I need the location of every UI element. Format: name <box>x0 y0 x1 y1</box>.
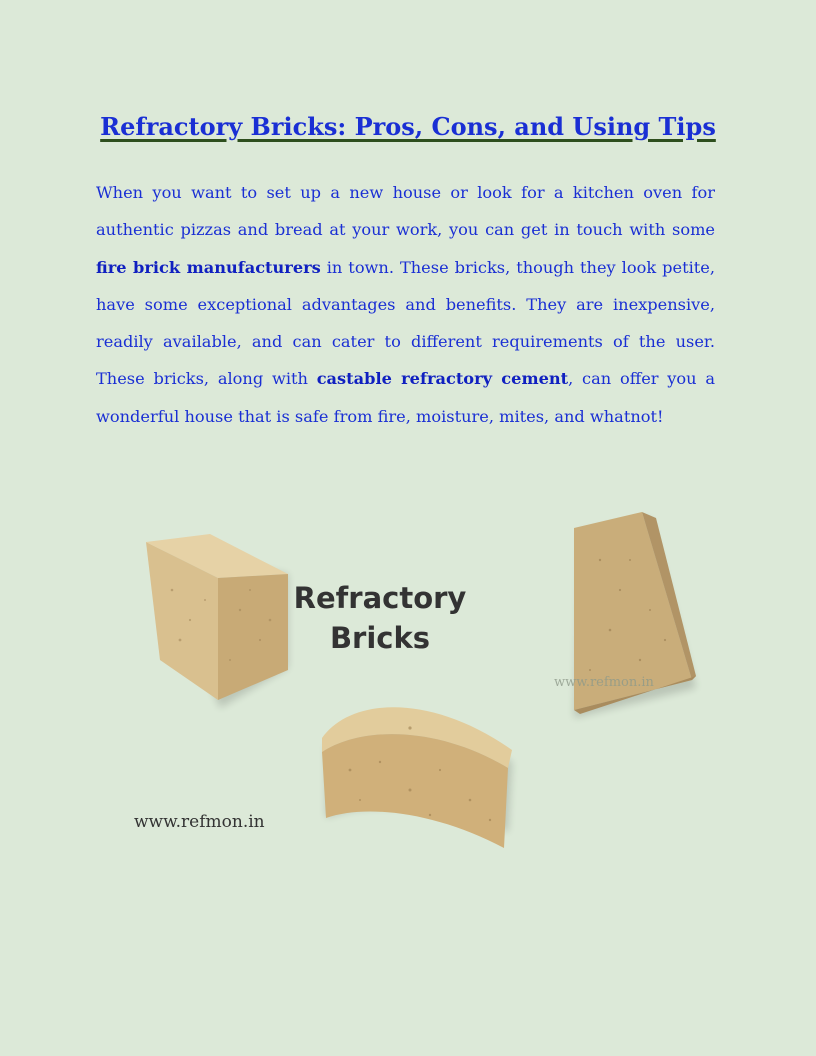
paragraph-text-3: , can offer you a wonderful house that is safe from fire, moisture, mites, and whatnot! <box>96 369 716 426</box>
figure-footer-url: www.refmon.in <box>134 812 265 832</box>
figure-heading-line-2: Bricks <box>329 621 431 655</box>
page-title: Refractory Bricks: Pros, Cons, and Using Tips <box>100 112 716 141</box>
arch-brick <box>322 707 512 848</box>
intro-paragraph <box>96 174 715 435</box>
figure-heading-line-1: Refractory <box>293 581 467 615</box>
fire-brick-manufacturers-link[interactable]: fire brick manufacturers <box>96 257 321 277</box>
left-brick <box>146 534 288 708</box>
paragraph-text-2: in town. These bricks, though they look petite, have some exceptional advantages and benefits. They are inexpensive, readily available, and can cater to different requirements of the user. These bricks, along with <box>96 257 715 389</box>
figure-watermark: www.refmon.in <box>554 675 654 690</box>
bricks-illustration <box>110 500 710 880</box>
castable-refractory-cement-link[interactable]: castable refractory cement <box>316 369 569 389</box>
paragraph-text-1: When you want to set up a new house or look for a kitchen oven for authentic pizzas and bread at your work, you can get in touch with some <box>96 183 715 240</box>
refractory-bricks-image <box>110 500 710 880</box>
